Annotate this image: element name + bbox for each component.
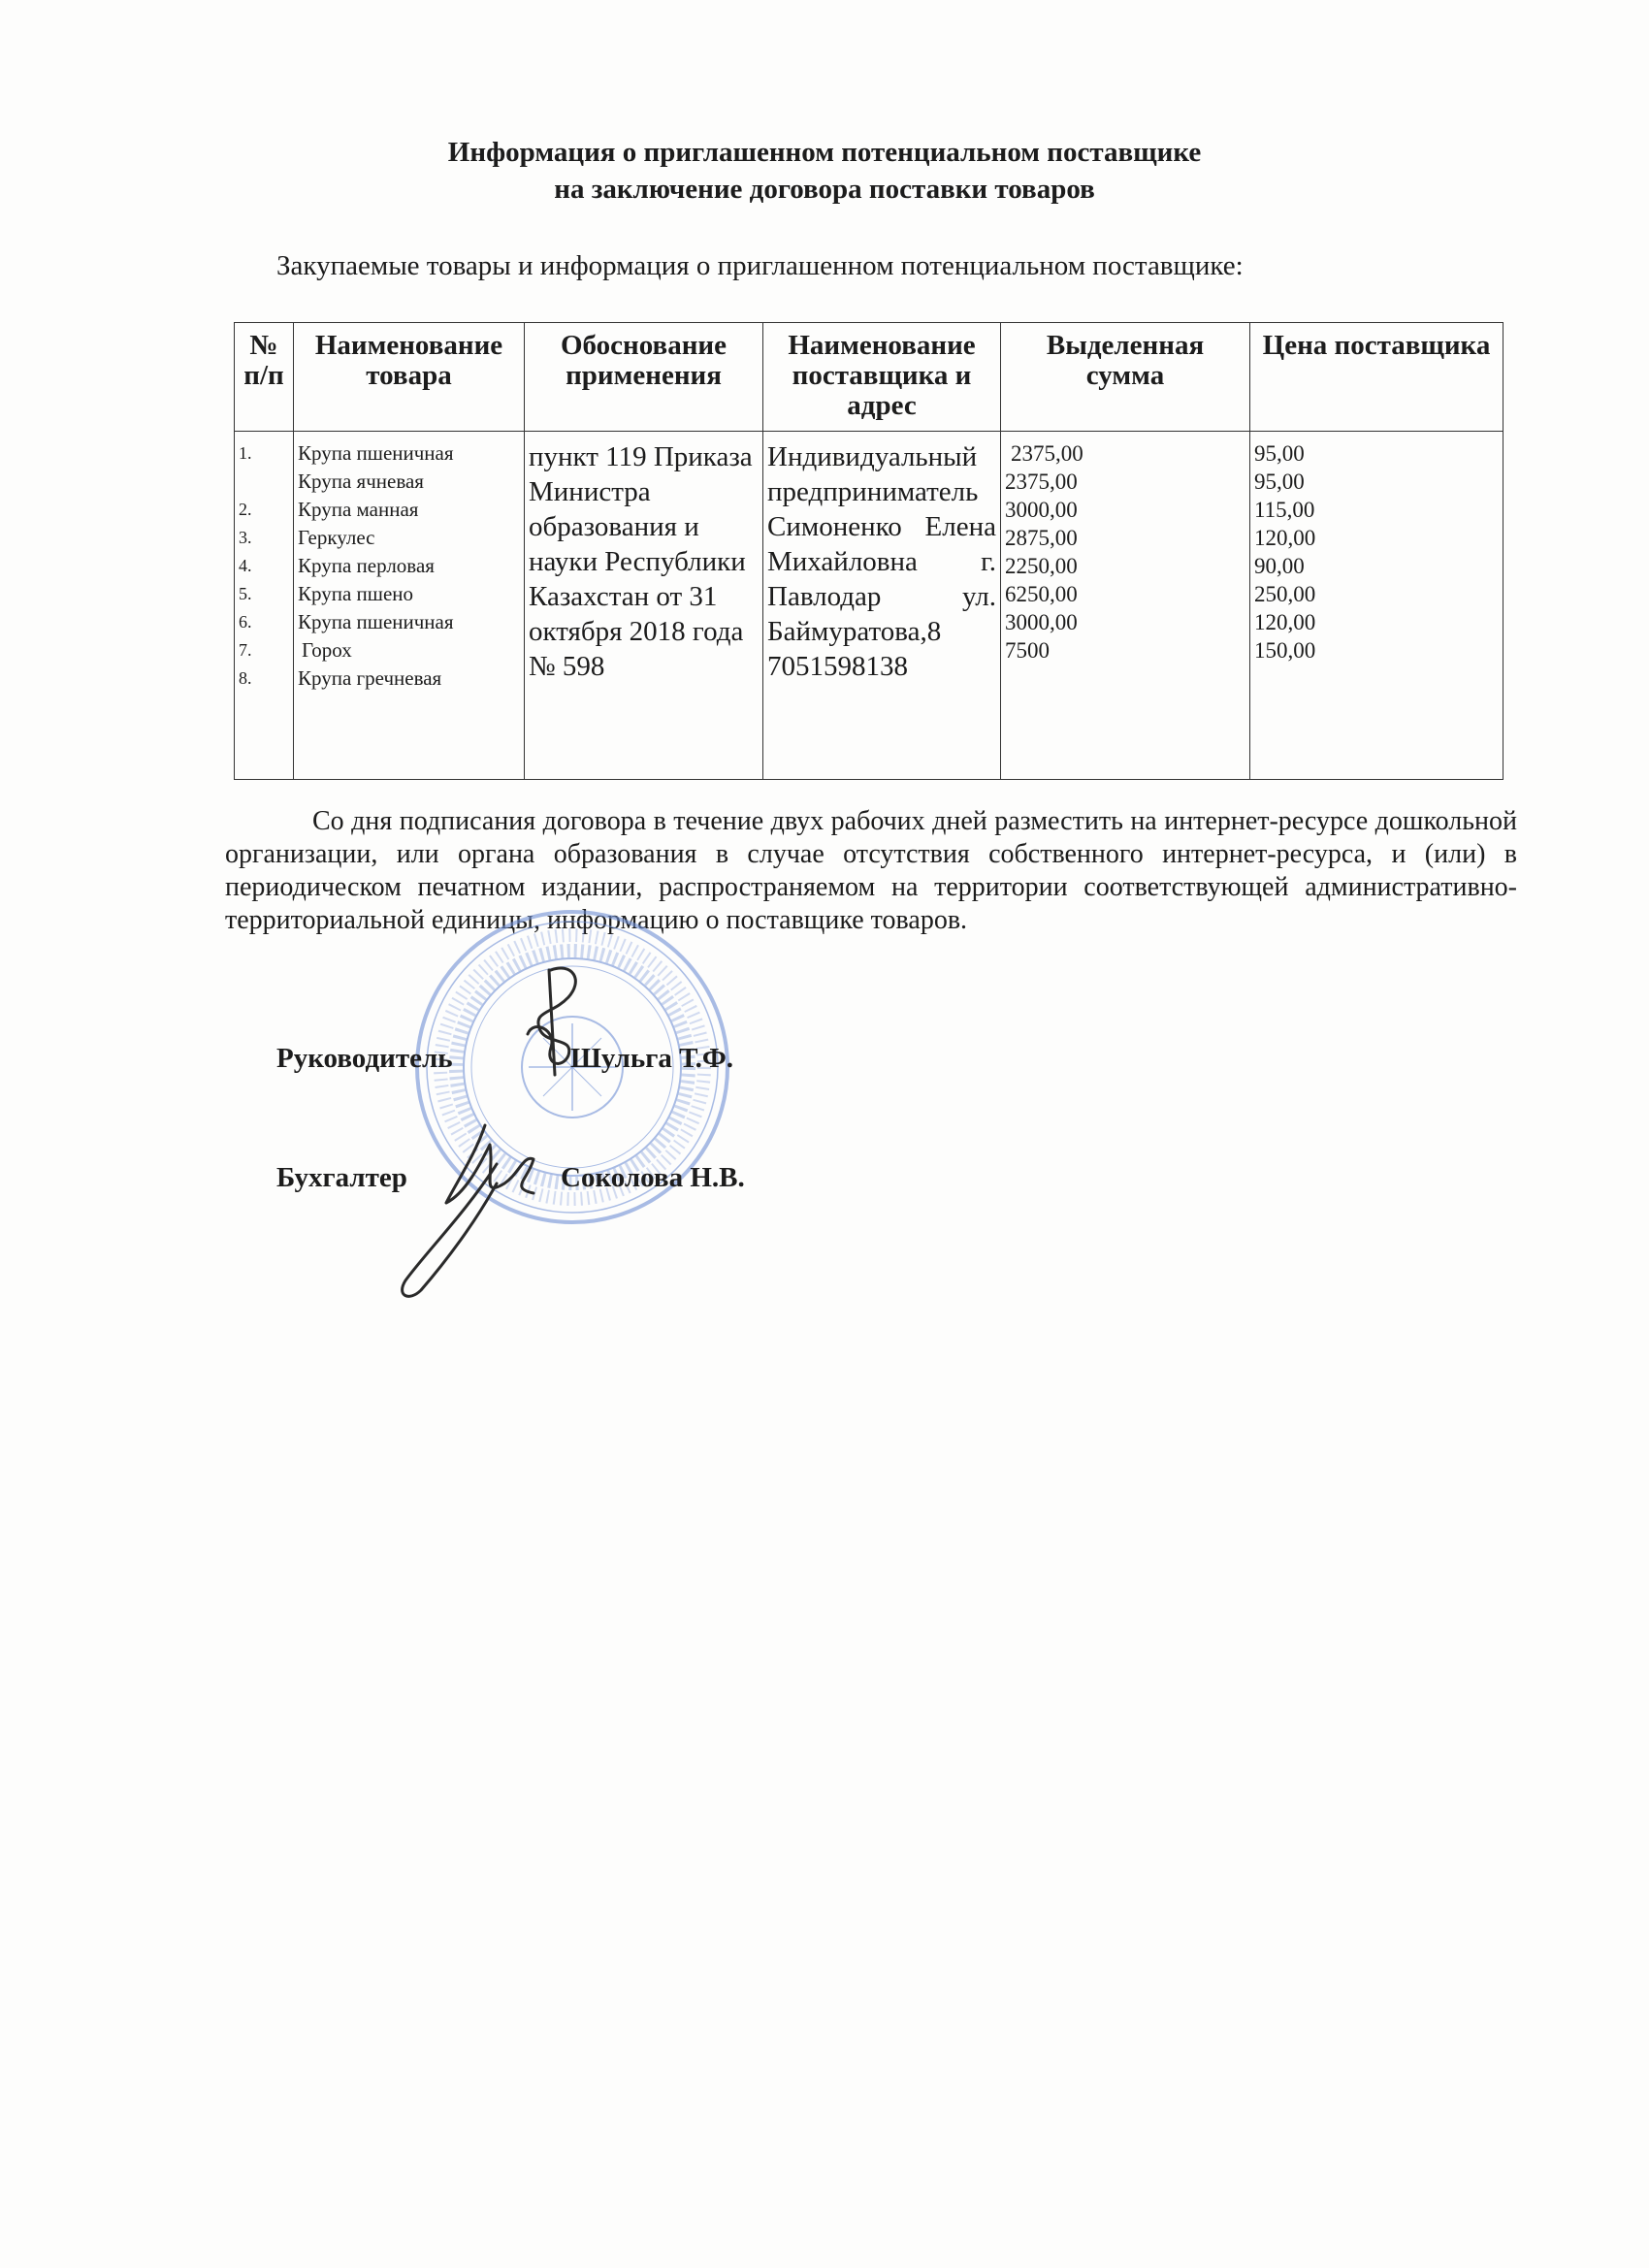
accountant-signature-icon	[388, 1106, 582, 1310]
price-value: 115,00	[1254, 498, 1315, 522]
sum-value: 7500	[1005, 638, 1050, 663]
head-signature-icon	[504, 960, 611, 1086]
header-sum: Выделенная сумма	[1001, 323, 1250, 432]
price-value: 120,00	[1254, 526, 1316, 550]
price-value: 120,00	[1254, 610, 1316, 634]
header-goods: Наименование товара	[294, 323, 525, 432]
row-number: 1.	[239, 443, 252, 463]
cell-numbers	[235, 432, 294, 780]
row-number: 6.	[239, 612, 252, 632]
head-name: Шульга Т.Ф.	[570, 1043, 733, 1074]
header-basis: Обоснование применения	[525, 323, 763, 432]
goods-item: Крупа перловая	[298, 554, 435, 577]
sum-value: 2875,00	[1005, 526, 1078, 550]
row-number: 2.	[239, 500, 252, 519]
header-price: Цена поставщика	[1250, 323, 1504, 432]
title-line-1: Информация о приглашенном потенциальном поставщике	[447, 137, 1202, 168]
cell-supplier: Индивидуальный предприниматель Симоненко Елена Михайловна г. Павлодар ул. Баймуратова,8 7051598138	[763, 432, 1001, 780]
price-value: 90,00	[1254, 554, 1305, 578]
goods-item: Крупа ячневая	[298, 470, 424, 493]
row-number: 7.	[239, 640, 252, 660]
price-value: 95,00	[1254, 470, 1305, 494]
goods-item: Крупа пшеничная	[298, 610, 454, 633]
price-value: 250,00	[1254, 582, 1316, 606]
goods-item: Крупа пшено	[298, 582, 414, 605]
document-title	[0, 134, 1649, 208]
title-line-2: на заключение договора поставки товаров	[554, 174, 1095, 205]
row-number: 4.	[239, 556, 252, 575]
accountant-role: Бухгалтер	[276, 1162, 407, 1193]
publication-paragraph: Со дня подписания договора в течение двух рабочих дней разместить на интернет-ресурсе дошкольной организации, или органа образования в случае отсутствия собственного интернет-ресурса, и (или) в периодическом печатном издании, распространяемом на территории соответствующей административно-территориальной единицы, информацию о поставщике товаров.	[225, 806, 1517, 935]
price-value: 150,00	[1254, 638, 1316, 663]
header-supplier: Наименование поставщика и адрес	[763, 323, 1001, 432]
table-row	[235, 432, 1504, 780]
head-role: Руководитель	[276, 1043, 453, 1074]
sum-value: 2375,00	[1011, 441, 1083, 466]
table-header-row	[235, 323, 1504, 432]
row-number: 5.	[239, 584, 252, 603]
goods-item: Геркулес	[298, 526, 375, 549]
sum-value: 6250,00	[1005, 582, 1078, 606]
goods-item: Крупа пшеничная	[298, 441, 454, 465]
intro-text: Закупаемые товары и информация о приглашенном потенциальном поставщике:	[276, 250, 1244, 281]
sum-value: 3000,00	[1005, 498, 1078, 522]
cell-basis: пункт 119 Приказа Министра образования и науки Республики Казахстан от 31 октября 2018 года № 598	[525, 432, 763, 780]
accountant-name: Соколова Н.В.	[561, 1162, 745, 1193]
sum-value: 2250,00	[1005, 554, 1078, 578]
goods-item: Крупа гречневая	[298, 666, 442, 690]
cell-prices	[1250, 432, 1504, 780]
goods-item: Крупа манная	[298, 498, 419, 521]
sum-value: 3000,00	[1005, 610, 1078, 634]
price-value: 95,00	[1254, 441, 1305, 466]
goods-table	[234, 322, 1504, 780]
sum-value: 2375,00	[1005, 470, 1078, 494]
cell-sums	[1001, 432, 1250, 780]
header-num: № п/п	[235, 323, 294, 432]
row-number: 8.	[239, 668, 252, 688]
cell-goods	[294, 432, 525, 780]
row-number: 3.	[239, 528, 252, 547]
row-number	[239, 468, 289, 496]
goods-item: Горох	[302, 638, 352, 662]
